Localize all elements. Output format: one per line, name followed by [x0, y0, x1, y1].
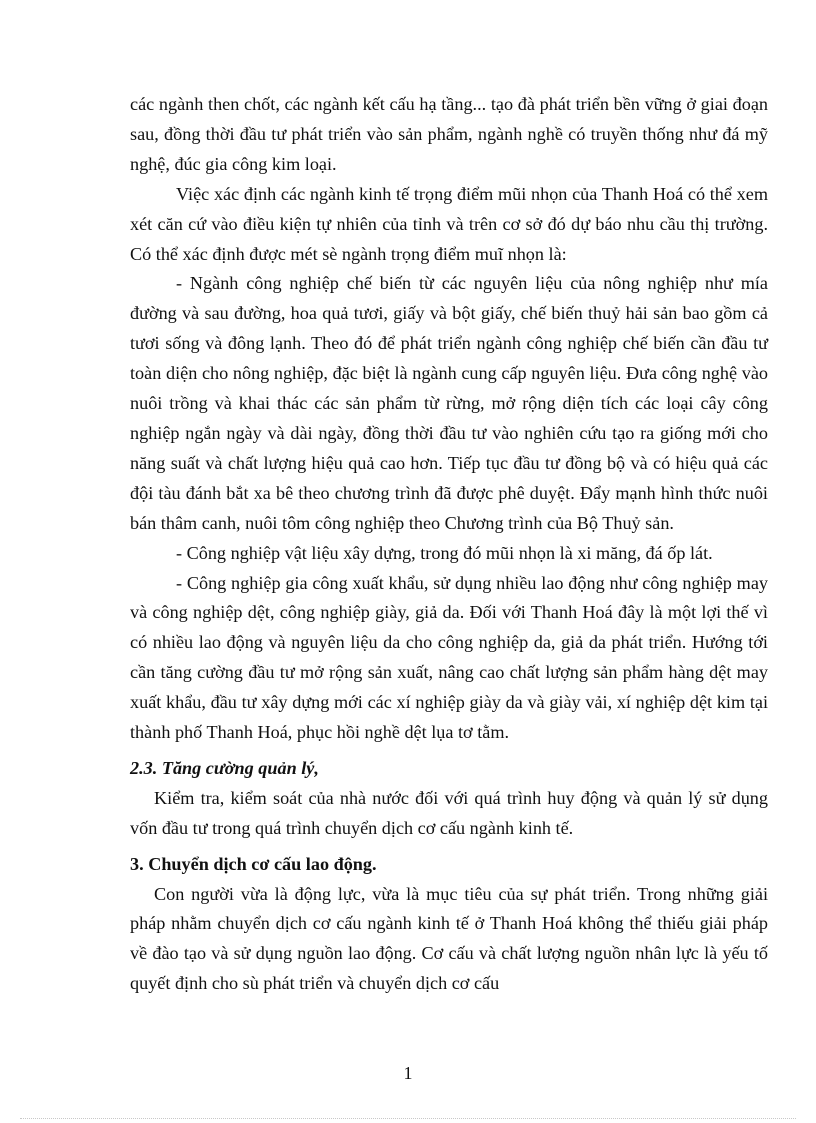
list-item-export-processing: - Công nghiệp gia công xuất khẩu, sử dụng nhiều lao động như công nghiệp may và công nghiệp dệt, công nghiệp giày, giả da. Đối với Thanh Hoá đây là một lợi thế vì có nhiều lao động và nguyên liệu da cho công nghiệp da, giả da phát triển. Hướng tới cần tăng cường đầu tư mở rộng sản xuất, nâng cao chất lượng sản phẩm hàng dệt may xuất khẩu, đầu tư xây dựng mới các xí nghiệp giày da và giày vải, xí nghiệp dệt kim tại thành phố Thanh Hoá, phục hồi nghề dệt lụa tơ tằm.: [130, 572, 768, 743]
page-number: 1: [403, 1063, 413, 1083]
list-item-construction-materials: - Công nghiệp vật liệu xây dựng, trong đó mũi nhọn là xi măng, đá ốp lát.: [176, 542, 713, 563]
page-bottom-border: [20, 1118, 796, 1119]
list-item-processing-industry: - Ngành công nghiệp chế biến từ các nguyên liệu của nông nghiệp như mía đường và sau đường, hoa quả tươi, giấy và bột giấy, chế biến thuỷ hải sản bao gồm cả tươi sống và đông lạnh. Theo đó để phát triển ngành công nghiệp chế biến cần đầu tư toàn diện cho nông nghiệp, đặc biệt là ngành cung cấp nguyên liệu. Đưa công nghệ vào nuôi trồng và khai thác các sản phẩm từ rừng, mở rộng diện tích các loại cây công nghiệp ngắn ngày và dài ngày, đồng thời đầu tư vào nghiên cứu tạo ra giống mới cho năng suất và chất lượng hiệu quả cao hơn. Tiếp tục đầu tư đồng bộ và có hiệu quả các đội tàu đánh bắt xa bê theo chương trình đã được phê duyệt. Đẩy mạnh hình thức nuôi bán thâm canh, nuôi tôm công nghiệp theo Chương trình của Bộ Thuỷ sản.: [130, 273, 768, 533]
section-heading-3: 3. Chuyển dịch cơ cấu lao động.: [130, 853, 377, 874]
section-body-2-3: Kiểm tra, kiểm soát của nhà nước đối với quá trình huy động và quản lý sử dụng vốn đầu tư trong quá trình chuyển dịch cơ cấu ngành kinh tế.: [130, 787, 768, 838]
paragraph-continuation: các ngành then chốt, các ngành kết cấu hạ tầng... tạo đà phát triển bền vững ở giai đoạn sau, đồng thời đầu tư phát triển vào sản phẩm, ngành nghề có truyền thống như đá mỹ nghệ, đúc gia công kim loại.: [130, 94, 768, 174]
paragraph-key-sectors: Việc xác định các ngành kinh tế trọng điểm mũi nhọn của Thanh Hoá có thể xem xét căn cứ vào điều kiện tự nhiên của tỉnh và trên cơ sở đó dự báo nhu cầu thị trường. Có thể xác định được mét sè ngành trọng điểm muĩ nhọn là:: [130, 183, 768, 264]
document-body: [130, 90, 768, 999]
section-heading-2-3: 2.3. Tăng cường quản lý,: [130, 757, 319, 778]
section-body-3: Con người vừa là động lực, vừa là mục tiêu của sự phát triển. Trong những giải pháp nhằm chuyển dịch cơ cấu ngành kinh tế ở Thanh Hoá không thể thiếu giải pháp về đào tạo và sử dụng nguồn lao động. Cơ cấu và chất lượng nguồn nhân lực là yếu tố quyết định cho sù phát triển và chuyển dịch cơ cấu: [130, 883, 768, 994]
